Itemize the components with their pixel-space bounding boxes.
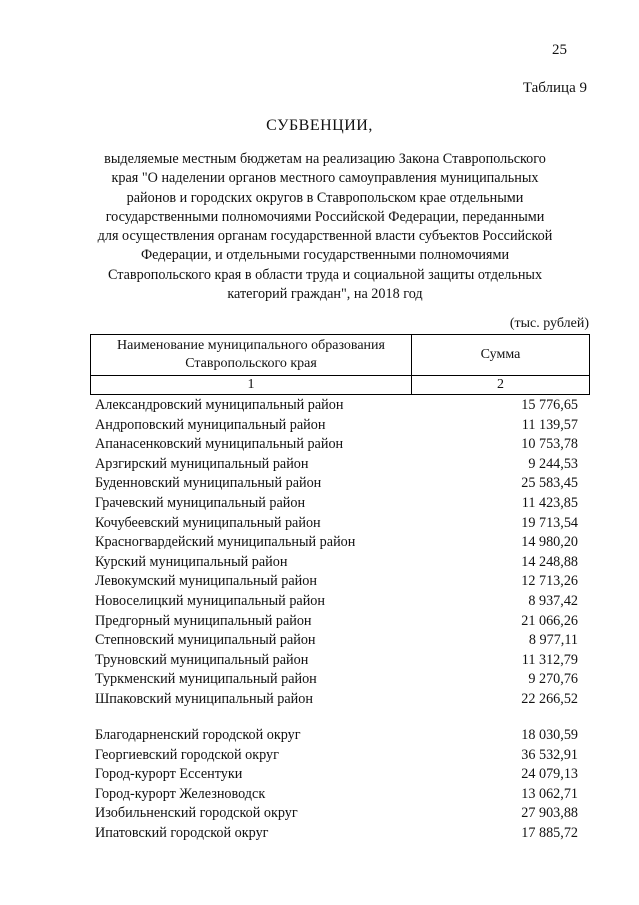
- municipality-name: Туркменский муниципальный район: [95, 671, 317, 688]
- subtitle-line: районов и городских округов в Ставропольском крае отдельными: [126, 189, 524, 206]
- municipality-name: Грачевский муниципальный район: [95, 495, 306, 511]
- subtitle-line: Федерации, и отдельными государственными полномочиями: [140, 247, 510, 264]
- table-row: [95, 416, 578, 435]
- amount-value: 8 977,11: [528, 632, 578, 649]
- municipality-name: Курский муниципальный район: [95, 553, 288, 570]
- amount-value: 24 079,13: [521, 766, 578, 783]
- table-row: [95, 746, 578, 765]
- document-title: СУБВЕНЦИИ,: [266, 117, 373, 134]
- units-label: (тыс. рублей): [509, 316, 589, 331]
- amount-value: 14 980,20: [521, 534, 578, 551]
- table-label: Таблица 9: [522, 80, 587, 96]
- table-row: [95, 612, 578, 631]
- amount-value: 10 753,78: [521, 436, 578, 453]
- table-row: [95, 553, 578, 572]
- amount-value: 19 713,54: [521, 514, 578, 531]
- table-row: [95, 592, 578, 611]
- municipality-name: Александровский муниципальный район: [95, 397, 344, 413]
- municipality-name: Труновский муниципальный район: [95, 651, 309, 668]
- amount-value: 8 937,42: [528, 593, 578, 609]
- subtitle-line: Ставропольского края в области труда и социальной защиты отдельных: [107, 266, 543, 283]
- table-row: [95, 533, 578, 552]
- amount-value: 17 885,72: [521, 825, 578, 841]
- table-row: [95, 670, 578, 689]
- table-row: [95, 651, 578, 670]
- municipality-name: Георгиевский городской округ: [95, 746, 279, 763]
- table-row: [95, 474, 578, 493]
- table-row: [95, 396, 578, 415]
- column-number-1: 1: [91, 376, 412, 395]
- column-header-name-line2: Ставропольского края: [185, 356, 317, 371]
- amount-value: 27 903,88: [521, 805, 578, 822]
- table-row: [95, 572, 578, 591]
- amount-value: 12 713,26: [521, 573, 578, 590]
- table-row: [95, 455, 578, 474]
- amount-value: 13 062,71: [521, 785, 578, 802]
- municipality-name: Буденновский муниципальный район: [95, 475, 322, 492]
- municipality-name: Степновский муниципальный район: [95, 632, 316, 649]
- table-row: [95, 435, 578, 454]
- table-row: [95, 765, 578, 784]
- amount-value: 25 583,45: [521, 475, 578, 492]
- amount-value: 11 312,79: [521, 651, 578, 668]
- amount-value: 11 139,57: [521, 416, 578, 433]
- column-header-name-line1: Наименование муниципального образования: [117, 338, 385, 353]
- amount-value: 15 776,65: [521, 397, 578, 413]
- municipality-name: Кочубеевский муниципальный район: [95, 514, 321, 531]
- municipality-name: Арзгирский муниципальный район: [95, 455, 309, 472]
- municipality-name: Предгорный муниципальный район: [95, 612, 312, 629]
- page-number: 25: [552, 42, 567, 58]
- municipality-name: Город-курорт Железноводск: [95, 785, 266, 802]
- subtitle-line: категорий граждан", на 2018 год: [227, 286, 423, 303]
- municipality-name: Андроповский муниципальный район: [95, 416, 326, 433]
- municipality-name: Благодарненский городской округ: [95, 727, 301, 743]
- subtitle-line: для осуществления органам государственной власти субъектов Российской: [97, 228, 553, 245]
- amount-value: 11 423,85: [521, 495, 578, 511]
- table-row: [95, 514, 578, 533]
- subtitle-line: государственными полномочиями Российской Федерации, переданными: [105, 208, 545, 225]
- amount-value: 21 066,26: [521, 612, 578, 629]
- table-row: [95, 726, 578, 745]
- table-row: [95, 690, 578, 709]
- subtitle-line: выделяемые местным бюджетам на реализацию Закона Ставропольского: [104, 151, 546, 167]
- municipality-name: Шпаковский муниципальный район: [95, 691, 313, 707]
- amount-value: 22 266,52: [521, 691, 578, 707]
- amount-value: 9 270,76: [528, 671, 578, 688]
- municipality-name: Город-курорт Ессентуки: [95, 766, 243, 783]
- municipality-name: Красногвардейский муниципальный район: [95, 534, 356, 551]
- subtitle-line: края "О наделении органов местного самоуправления муниципальных: [111, 170, 539, 187]
- table-row: [95, 785, 578, 804]
- amount-value: 18 030,59: [521, 727, 578, 743]
- municipality-name: Новоселицкий муниципальный район: [95, 593, 325, 609]
- municipality-name: Левокумский муниципальный район: [95, 573, 317, 590]
- municipality-name: Апанасенковский муниципальный район: [95, 436, 344, 453]
- document-subtitle: [90, 150, 560, 304]
- table-row: [95, 494, 578, 513]
- table-row: [95, 804, 578, 823]
- table-row: [95, 824, 578, 843]
- table-header: [90, 334, 590, 395]
- amount-value: 36 532,91: [521, 746, 578, 763]
- amount-value: 14 248,88: [521, 553, 578, 570]
- amount-value: 9 244,53: [528, 455, 578, 472]
- column-header-amount: Сумма: [412, 335, 590, 376]
- table-row: [95, 631, 578, 650]
- municipality-name: Ипатовский городской округ: [95, 825, 269, 841]
- municipality-name: Изобильненский городской округ: [95, 805, 298, 822]
- column-number-2: 2: [412, 376, 590, 395]
- column-header-name: [91, 335, 412, 376]
